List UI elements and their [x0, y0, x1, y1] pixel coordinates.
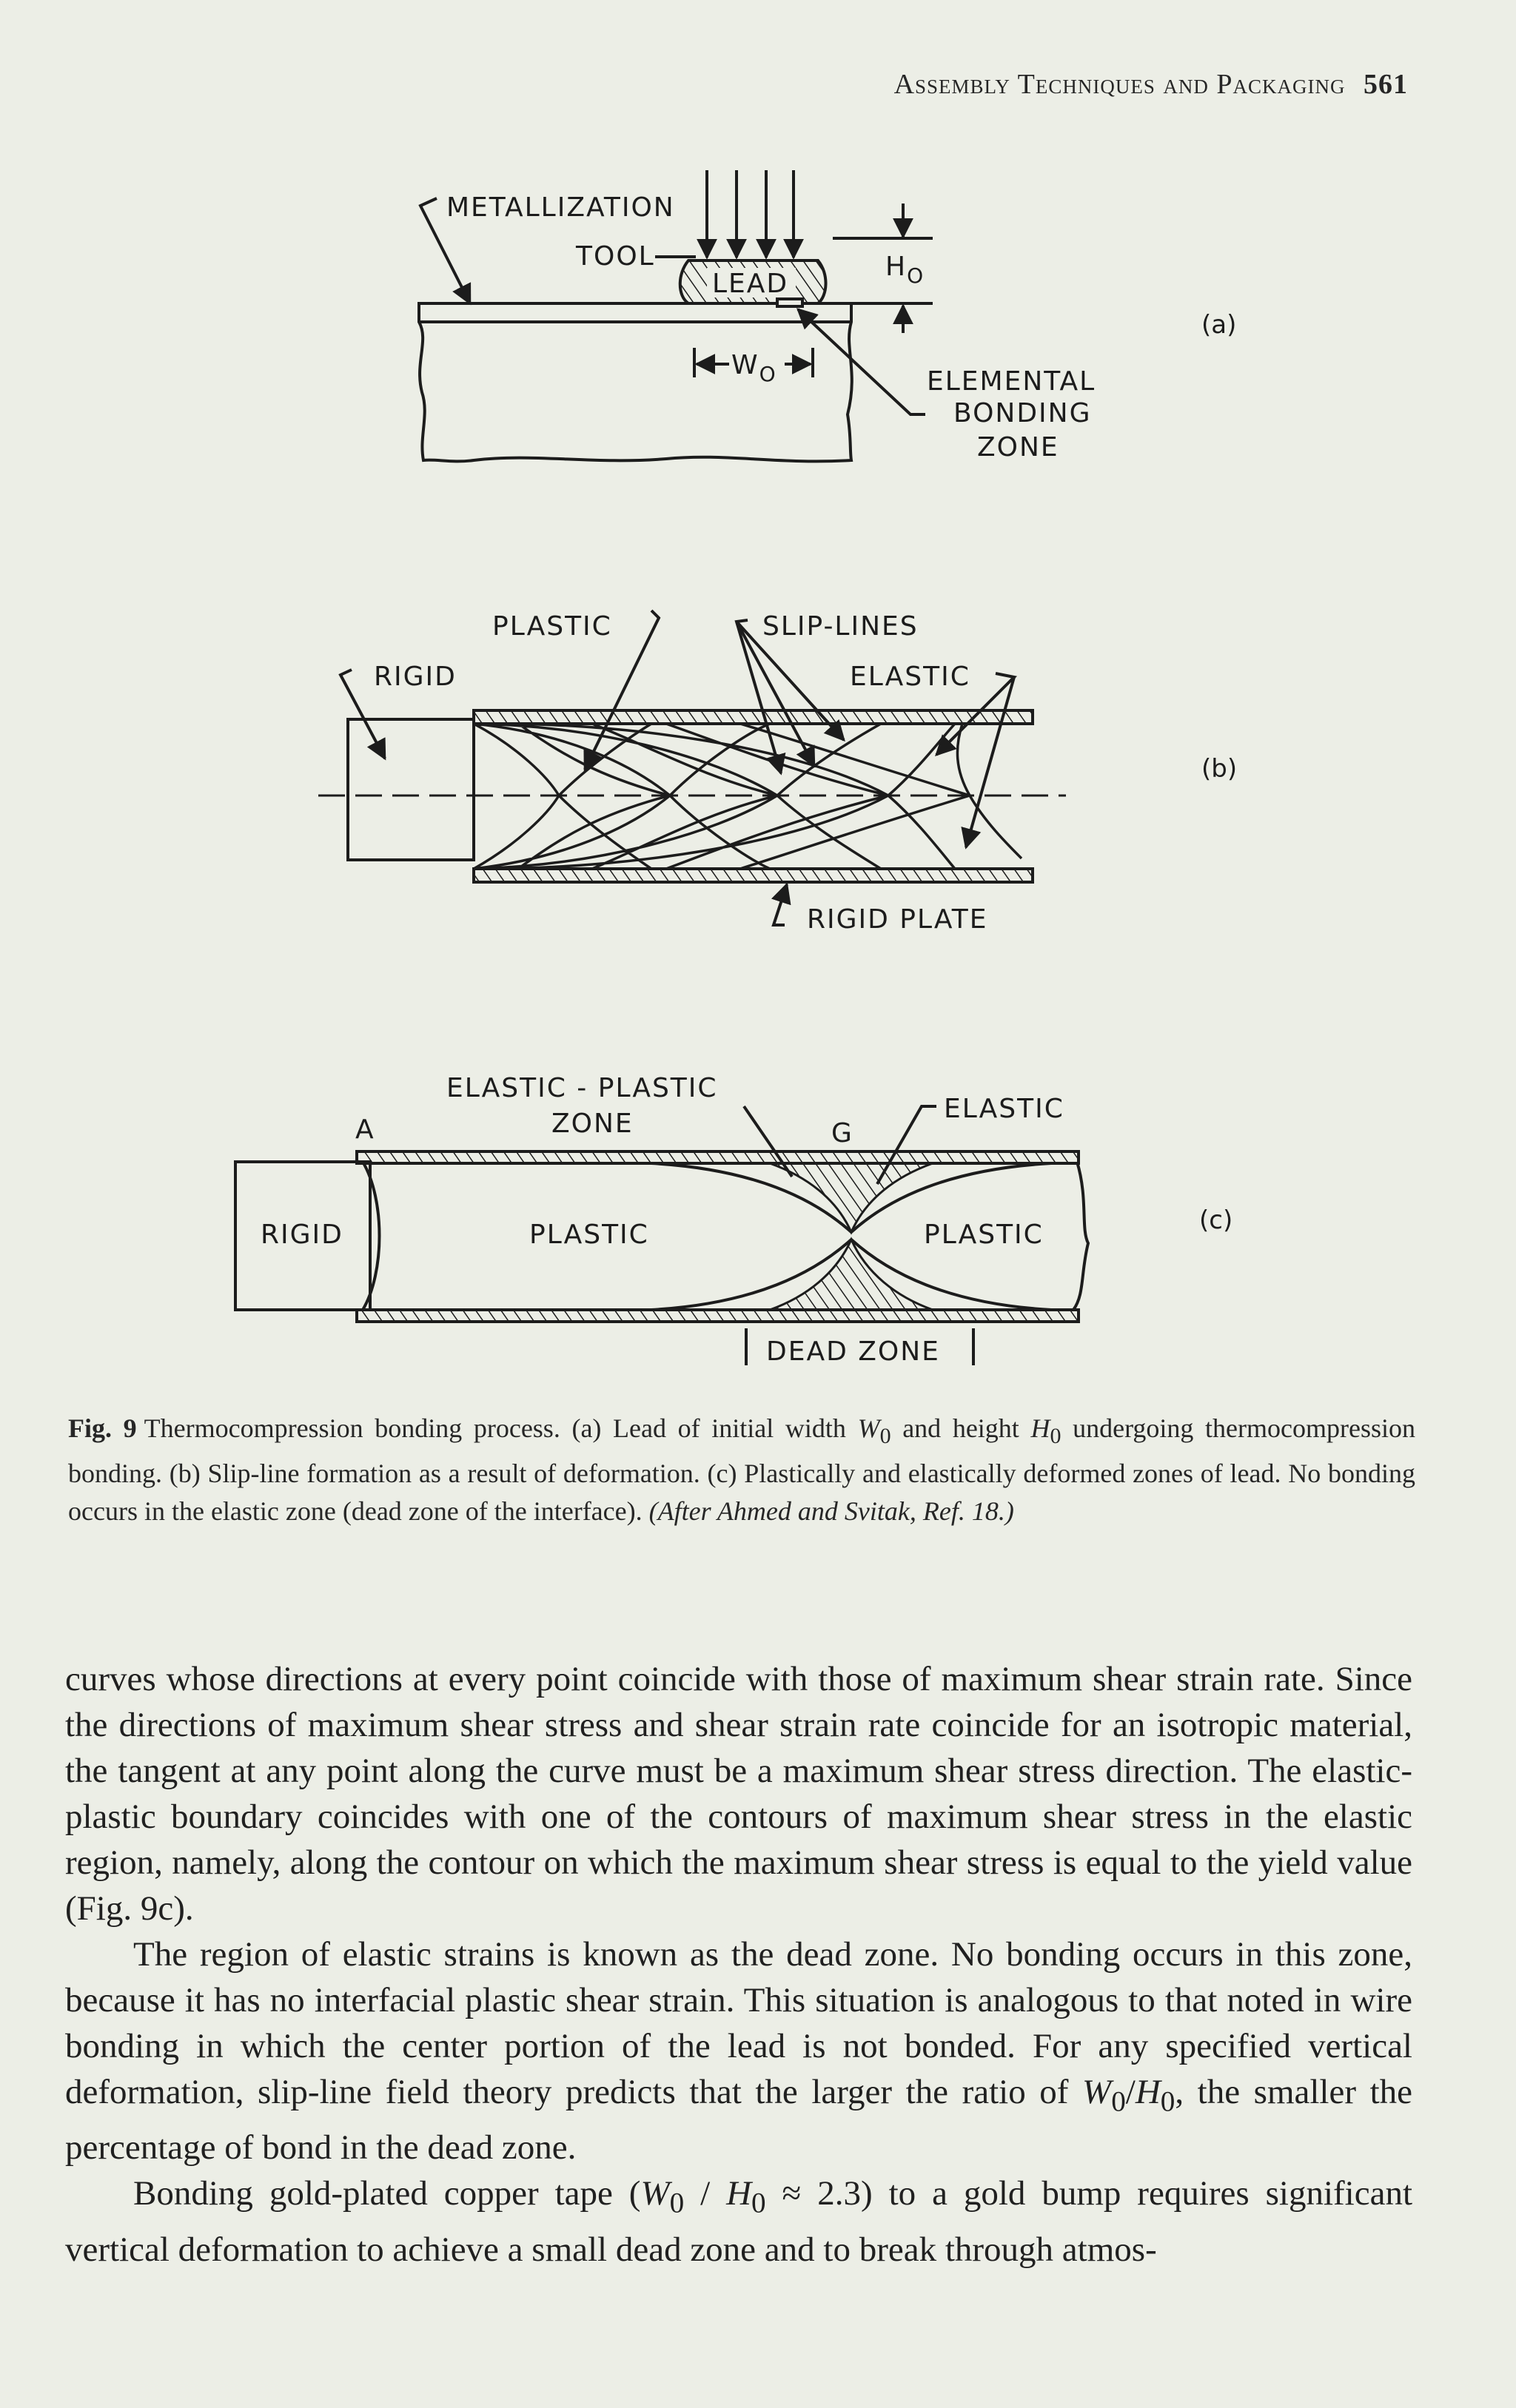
label-elastic-c: ELASTIC	[944, 1094, 1064, 1124]
caption-w: W	[857, 1413, 880, 1443]
label-ep-zone-2: ZONE	[551, 1109, 634, 1139]
running-title: Assembly Techniques and Packaging	[893, 69, 1346, 100]
rigid-plate-top	[474, 710, 1033, 724]
label-tool: TOOL	[576, 241, 655, 272]
paragraph-2: The region of elastic strains is known as the dead zone. No bonding occurs in this zone, because it has no interfacial plastic shear strain. This situation is analogous to that noted in wire bonding in which the center portion of the lead is not bonded. For any specified vertical deformation, slip-line field theory predicts that the larger the ratio of $W_0/H_0$, the smaller the percentage of bond in the dead zone.	[65, 1935, 1412, 2167]
plate-top-c	[357, 1151, 1079, 1163]
caption-text-2: and height	[891, 1413, 1031, 1443]
panel-tag-a: (a)	[1201, 310, 1237, 340]
body-text	[65, 1656, 1412, 2273]
label-h0: $H_O$	[885, 252, 925, 288]
caption-w-sub: 0	[879, 1424, 891, 1449]
substrate-block	[419, 303, 852, 461]
label-rigid-c: RIGID	[261, 1220, 343, 1250]
label-dead-zone: DEAD ZONE	[766, 1336, 940, 1367]
elemental-bonding-sliver	[777, 299, 802, 306]
caption-h-sub: 0	[1050, 1424, 1061, 1449]
panel-b	[318, 611, 1066, 925]
lead-right-end	[1073, 1162, 1088, 1310]
label-g: G	[831, 1118, 853, 1148]
rigid-plate-leader	[774, 884, 787, 925]
label-zone: ZONE	[977, 432, 1059, 463]
panel-a-labels	[446, 192, 1236, 463]
ep-band-hatch	[770, 1163, 933, 1310]
label-bonding: BONDING	[953, 398, 1092, 428]
caption-attribution: (After Ahmed and Svitak, Ref. 18.)	[648, 1496, 1014, 1527]
label-a: A	[355, 1114, 375, 1145]
plate-bottom-c	[357, 1310, 1079, 1322]
rigid-block	[348, 719, 474, 860]
figure-caption	[68, 1410, 1415, 1530]
label-plastic-b: PLASTIC	[492, 611, 612, 642]
caption-text-1: Thermocompression bonding process. (a) Lead of initial width	[144, 1413, 858, 1443]
label-plastic-c-right: PLASTIC	[924, 1220, 1044, 1250]
page-number: 561	[1364, 69, 1408, 100]
label-elastic-b: ELASTIC	[850, 662, 970, 692]
caption-h: H	[1030, 1413, 1050, 1443]
paragraph-3: Bonding gold-plated copper tape $(W_0 / H_0 \approx 2.3)$ to a gold bump requires significant vertical deformation to achieve a small dead zone and to break through atmos-	[65, 2174, 1412, 2269]
label-elemental: ELEMENTAL	[927, 366, 1096, 397]
label-ep-zone-1: ELASTIC - PLASTIC	[446, 1073, 718, 1103]
label-lead: LEAD	[712, 269, 789, 299]
label-rigid-b: RIGID	[374, 662, 457, 692]
caption-text-3: undergoing thermocompression bonding. (b) Slip-line formation as a result of deformation. (c) Plastically and elastically deformed zones of lead. No bonding occurs in the elastic zone (dead zone of the interface).	[68, 1413, 1415, 1527]
panel-tag-c: (c)	[1199, 1205, 1233, 1235]
paragraph-1: curves whose directions at every point coincide with those of maximum shear strain rate. Since the directions of maximum shear stress and shear strain rate coincide for an isotropic material, the tangent at any point along the curve must be a maximum shear stress direction. The elastic-plastic boundary coincides with one of the contours of maximum shear stress in the elastic region, namely, along the contour on which the maximum shear stress is equal to the yield value (Fig. 9c).	[65, 1660, 1412, 1928]
label-slip-lines: SLIP-LINES	[762, 611, 919, 642]
label-rigid-plate: RIGID PLATE	[807, 904, 988, 935]
label-w0: $W_O$	[731, 350, 777, 386]
caption-label: Fig. 9	[68, 1413, 137, 1443]
label-plastic-c-left: PLASTIC	[529, 1220, 649, 1250]
panel-tag-b: (b)	[1201, 754, 1238, 784]
label-metallization: METALLIZATION	[446, 192, 675, 223]
rigid-plate-bottom	[474, 869, 1033, 882]
ep-zone-leader	[744, 1106, 792, 1177]
elemental-leader	[798, 309, 925, 414]
